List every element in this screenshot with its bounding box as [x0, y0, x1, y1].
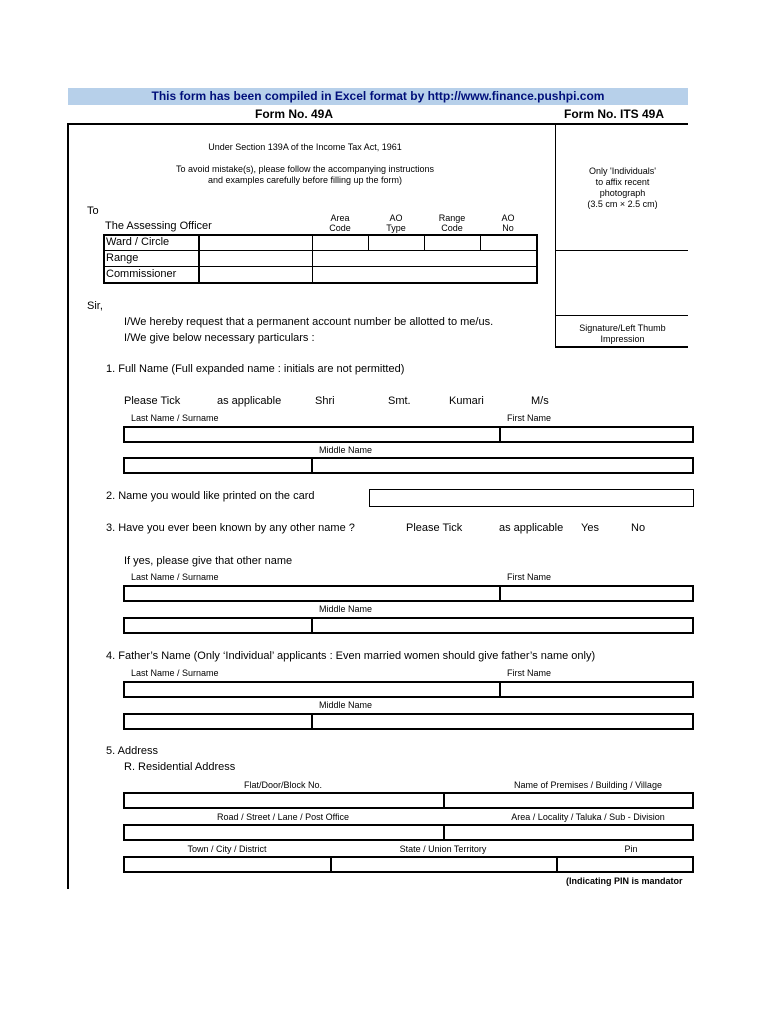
pin-mandatory-note: (Indicating PIN is mandator — [566, 876, 683, 886]
q5-label: 5. Address — [106, 745, 158, 757]
salutation: Sir, — [87, 300, 103, 312]
range-code-label-top: Range — [438, 213, 466, 223]
commissioner-label: Commissioner — [106, 268, 177, 280]
area-label: Area / Locality / Taluka / Sub - Division — [511, 812, 665, 822]
ao-no-label-top: AO — [501, 213, 515, 223]
area-input[interactable] — [443, 824, 694, 841]
q3-middle-name-label: Middle Name — [319, 604, 373, 614]
q1-middle-name-label: Middle Name — [319, 445, 373, 455]
ward-circle-label: Ward / Circle — [106, 236, 170, 248]
ao-no-label: No — [502, 223, 514, 233]
residential-address-label: R. Residential Address — [124, 761, 236, 773]
signature-label-1: Signature/Left Thumb — [579, 323, 666, 333]
commissioner-input[interactable] — [200, 268, 311, 282]
q4-last-name-input[interactable] — [123, 681, 501, 698]
q4-first-name-input[interactable] — [499, 681, 694, 698]
town-label: Town / City / District — [187, 844, 267, 854]
option-yes[interactable]: Yes — [581, 522, 599, 534]
q1-label: 1. Full Name (Full expanded name : initials are not permitted) — [106, 363, 405, 375]
signature-label-2: Impression — [600, 334, 645, 344]
q1-please-tick: Please Tick — [124, 395, 181, 407]
photo-instruction-1: Only 'Individuals' — [589, 166, 656, 176]
ao-row-divider-2 — [104, 266, 537, 267]
ao-col-divider-4 — [480, 235, 481, 251]
left-border — [67, 123, 69, 889]
photo-instruction-2: to affix recent — [595, 177, 650, 187]
q3-first-name-input[interactable] — [499, 585, 694, 602]
option-no[interactable]: No — [631, 522, 646, 534]
q1-first-name-input[interactable] — [499, 426, 694, 443]
signature-bottom-border — [555, 346, 688, 348]
option-shri[interactable]: Shri — [315, 395, 335, 407]
state-label: State / Union Territory — [399, 844, 487, 854]
request-line-1: I/We hereby request that a permanent account number be allotted to me/us. — [124, 316, 494, 328]
ao-col-divider-3 — [424, 235, 425, 251]
ao-row-divider-1 — [104, 250, 537, 251]
area-label-top: Area — [330, 213, 350, 223]
request-line-2: I/We give below necessary particulars : — [124, 332, 315, 344]
card-name-input[interactable] — [369, 489, 694, 507]
q4-middle-name-label: Middle Name — [319, 700, 373, 710]
instruction-line-2: and examples carefully before filling up the form) — [207, 175, 403, 185]
photo-size: (3.5 cm × 2.5 cm) — [587, 199, 658, 209]
town-input[interactable] — [123, 856, 332, 873]
assessing-officer-title: The Assessing Officer — [105, 220, 212, 232]
source-banner — [68, 88, 688, 105]
q1-last-name-label: Last Name / Surname — [131, 413, 219, 423]
q4-middle-name-input-2[interactable] — [311, 713, 694, 730]
section-reference: Under Section 139A of the Income Tax Act, 1961 — [208, 142, 402, 152]
photo-instruction-3: photograph — [599, 188, 646, 198]
flat-input[interactable] — [123, 792, 445, 809]
road-label: Road / Street / Lane / Post Office — [217, 812, 349, 822]
q1-middle-name-input-2[interactable] — [311, 457, 694, 474]
q4-last-name-label: Last Name / Surname — [131, 668, 219, 678]
area-code-label: Code — [329, 223, 351, 233]
photo-left-border — [555, 123, 556, 346]
q1-first-name-label: First Name — [507, 413, 552, 423]
q3-middle-name-input-2[interactable] — [311, 617, 694, 634]
option-smt[interactable]: Smt. — [388, 395, 411, 407]
q3-first-name-label: First Name — [507, 572, 552, 582]
q3-last-name-input[interactable] — [123, 585, 501, 602]
ao-type-label: Type — [386, 223, 406, 233]
ao-type-label-top: AO — [389, 213, 403, 223]
option-kumari[interactable]: Kumari — [449, 395, 484, 407]
premises-input[interactable] — [443, 792, 694, 809]
ao-col-divider-1 — [312, 235, 313, 283]
q4-middle-name-input-1[interactable] — [123, 713, 313, 730]
form-number-49a: Form No. 49A — [255, 107, 334, 121]
premises-label: Name of Premises / Building / Village — [514, 780, 662, 790]
flat-label: Flat/Door/Block No. — [243, 780, 323, 790]
road-input[interactable] — [123, 824, 445, 841]
state-input[interactable] — [330, 856, 558, 873]
range-input[interactable] — [200, 252, 311, 266]
banner-text: This form has been compiled in Excel format by http://www.finance.pushpi.com — [151, 89, 605, 103]
pin-label: Pin — [624, 844, 638, 854]
q3-last-name-label: Last Name / Surname — [131, 572, 219, 582]
q3-please-tick: Please Tick — [406, 522, 463, 534]
q1-middle-name-input-1[interactable] — [123, 457, 313, 474]
signature-top-border — [555, 315, 688, 316]
ao-col-divider-2 — [368, 235, 369, 251]
q3-if-yes-label: If yes, please give that other name — [124, 555, 293, 567]
pin-input[interactable] — [556, 856, 694, 873]
q3-middle-name-input-1[interactable] — [123, 617, 313, 634]
option-ms[interactable]: M/s — [531, 395, 549, 407]
ward-circle-input[interactable] — [200, 236, 311, 250]
q1-last-name-input[interactable] — [123, 426, 501, 443]
q1-as-applicable: as applicable — [217, 395, 282, 407]
q3-as-applicable: as applicable — [499, 522, 564, 534]
range-label: Range — [106, 252, 139, 264]
q4-label: 4. Father’s Name (Only ‘Individual’ applicants : Even married women should give father’s name only) — [106, 650, 596, 662]
q3-label: 3. Have you ever been known by any other name ? — [106, 522, 355, 534]
range-code-label: Code — [441, 223, 463, 233]
top-border — [68, 123, 688, 125]
photo-divider — [555, 250, 688, 251]
to-label: To — [87, 205, 99, 217]
q2-label: 2. Name you would like printed on the card — [106, 490, 315, 502]
instruction-line-1: To avoid mistake(s), please follow the accompanying instructions — [175, 164, 435, 174]
form-number-its-49a: Form No. ITS 49A — [564, 107, 665, 121]
q4-first-name-label: First Name — [507, 668, 552, 678]
